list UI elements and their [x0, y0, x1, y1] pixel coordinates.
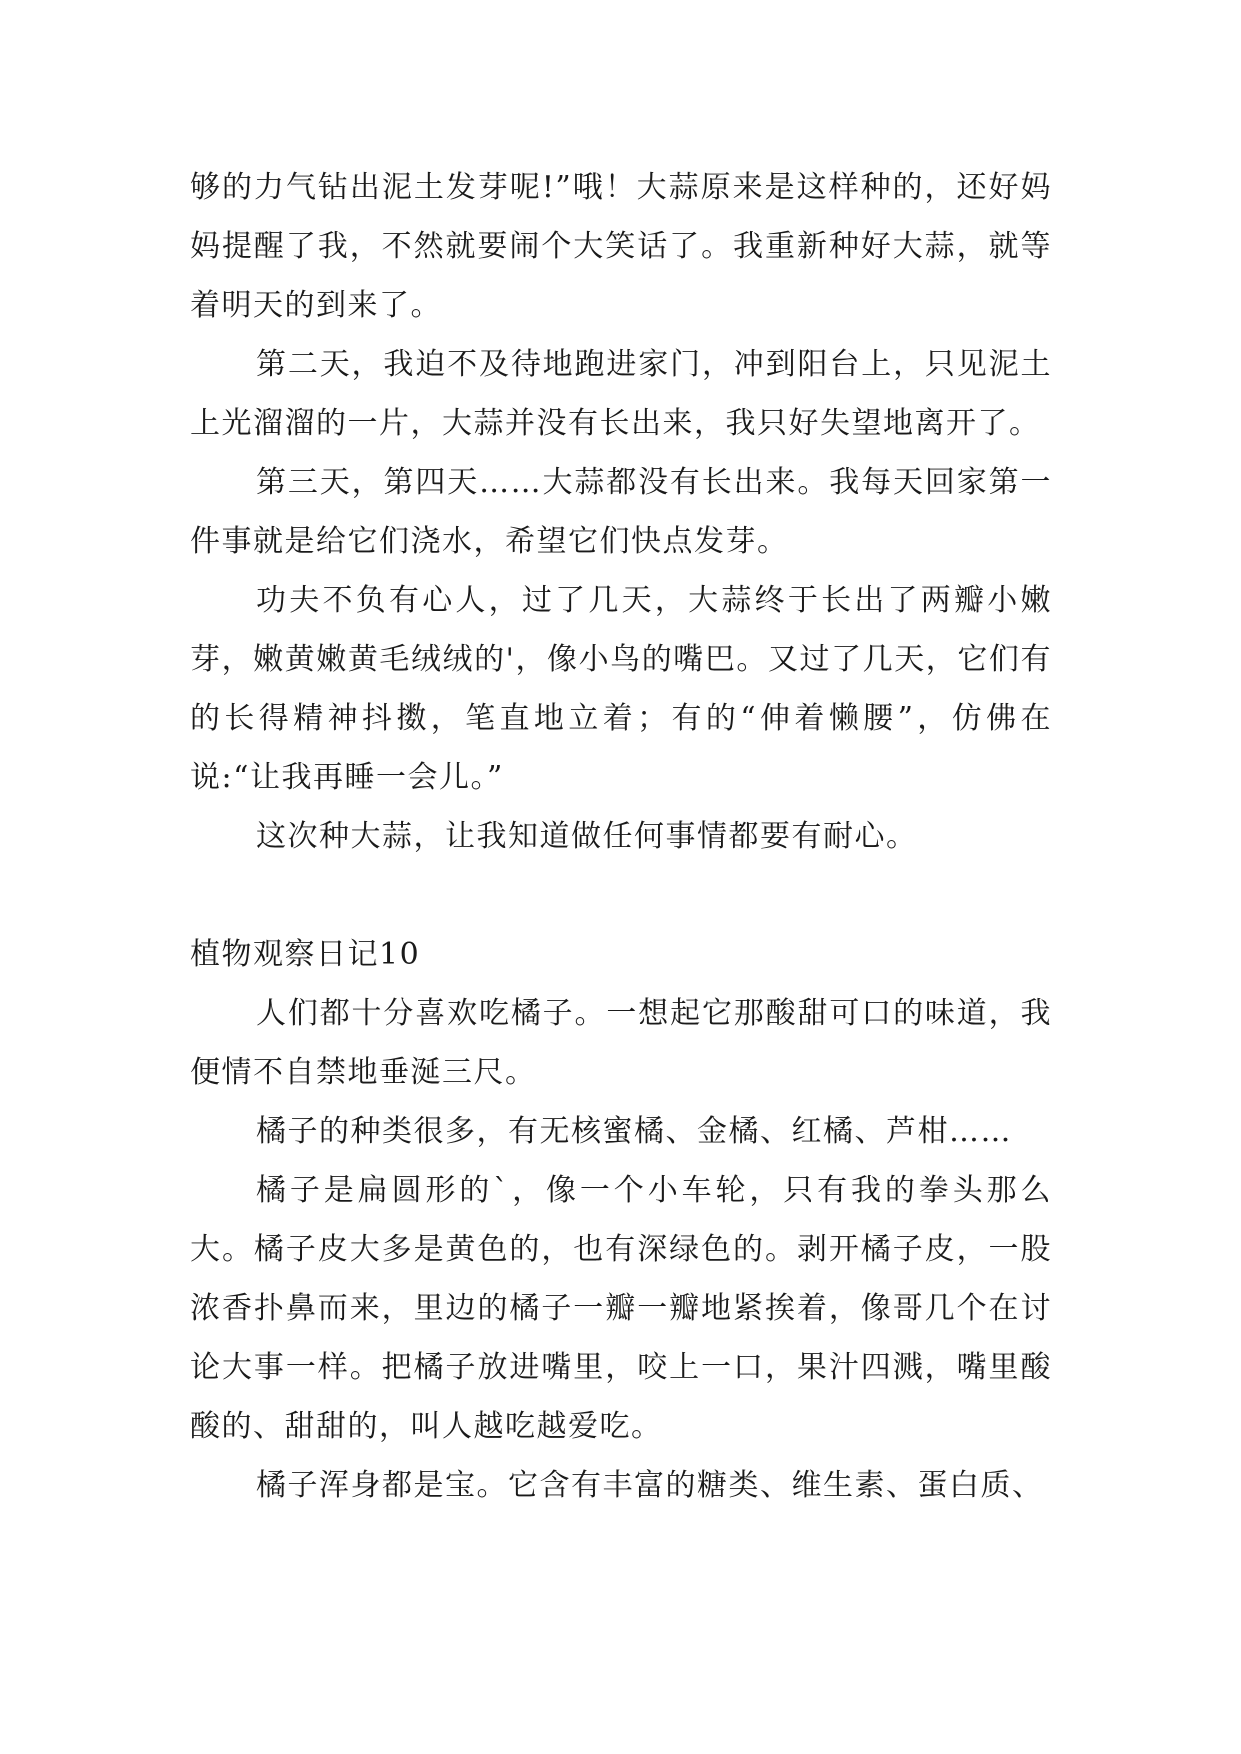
- paragraph-orange-nutrition: 橘子浑身都是宝。它含有丰富的糖类、维生素、蛋白质、: [256, 1468, 1044, 1503]
- paragraph-orange-description: 橘子是扁圆形的`，像一个小车轮，只有我的拳头那么大。橘子皮大多是黄色的，也有深绿色的。剥开橘子皮，一股浓香扑鼻而来，里边的橘子一瓣一瓣地紧挨着，像哥几个在讨论大事一样。把橘子放进嘴里，咬上一口，果汁四溅，嘴里酸酸的、甜甜的，叫人越吃越爱吃。: [190, 1173, 1052, 1444]
- paragraph-sprouting: 功夫不负有心人，过了几天，大蒜终于长出了两瓣小嫩芽，嫩黄嫩黄毛绒绒的'，像小鸟的嘴巴。又过了几天，它们有的长得精神抖擞，笔直地立着；有的“伸着懒腰”，仿佛在说:“让我再睡一会儿。”: [190, 583, 1052, 795]
- document-body: [190, 158, 1052, 1515]
- paragraph-day-two: 第二天，我迫不及待地跑进家门，冲到阳台上，只见泥土上光溜溜的一片，大蒜并没有长出来，我只好失望地离开了。: [190, 347, 1052, 441]
- paragraph-continuation: 够的力气钻出泥土发芽呢!”哦！大蒜原来是这样种的，还好妈妈提醒了我，不然就要闹个大笑话了。我重新种好大蒜，就等着明天的到来了。: [190, 170, 1052, 323]
- paragraph-conclusion: 这次种大蒜，让我知道做任何事情都要有耐心。: [256, 819, 918, 854]
- paragraph-orange-varieties: 橘子的种类很多，有无核蜜橘、金橘、红橘、芦柑……: [256, 1114, 1012, 1149]
- paragraph-days-three-four: 第三天，第四天……大蒜都没有长出来。我每天回家第一件事就是给它们浇水，希望它们快点发芽。: [190, 465, 1052, 559]
- section-title: 植物观察日记10: [190, 937, 421, 972]
- paragraph-intro-oranges: 人们都十分喜欢吃橘子。一想起它那酸甜可口的味道，我便情不自禁地垂涎三尺。: [190, 996, 1052, 1090]
- section-gap: [190, 866, 1052, 925]
